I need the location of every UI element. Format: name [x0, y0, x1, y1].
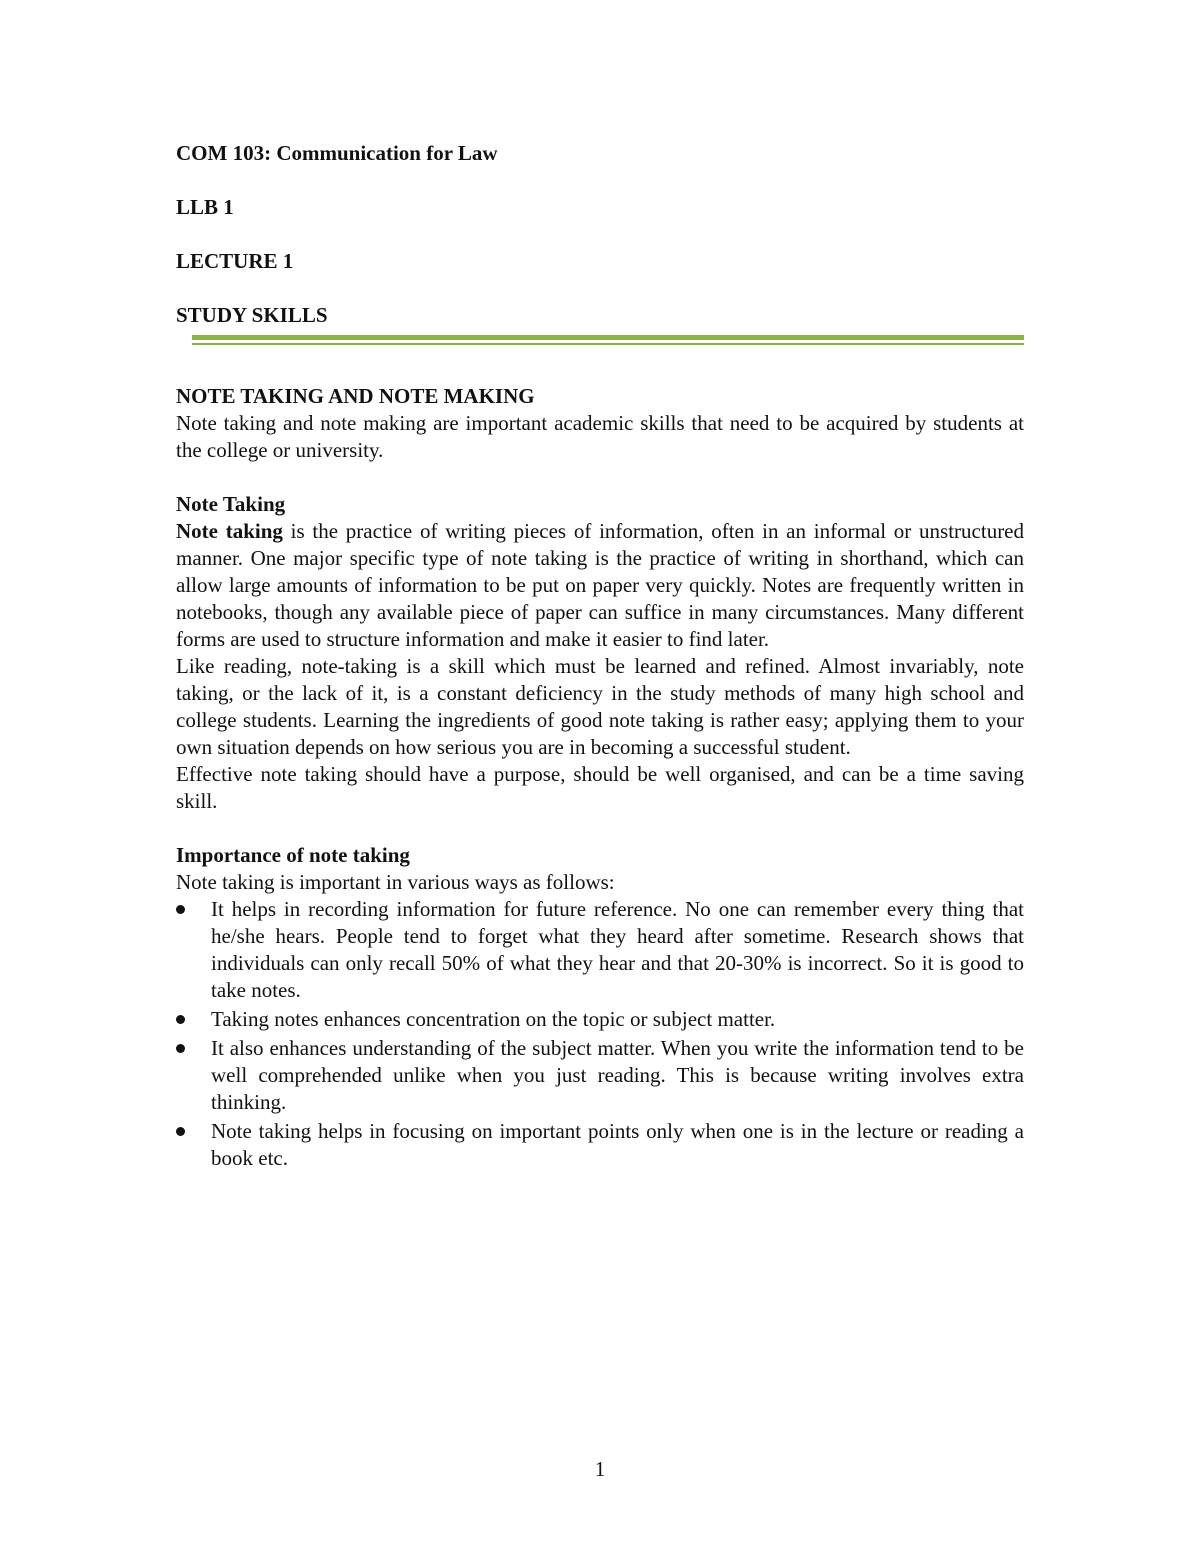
programme-label: LLB 1: [176, 195, 234, 219]
list-item: [176, 896, 1024, 1004]
bullet-icon: [176, 1015, 185, 1024]
note-taking-term: Note taking: [176, 519, 283, 543]
bullet-icon: [176, 1044, 185, 1053]
list-item: [176, 1118, 1024, 1172]
importance-intro: Note taking is important in various ways as follows:: [176, 870, 615, 894]
list-item-text: It also enhances understanding of the subject matter. When you write the information tend to be well comprehended unlike when you just reading. This is because writing involves extra thinking.: [211, 1036, 1024, 1114]
bullet-icon: [176, 1127, 185, 1136]
course-title: COM 103: Communication for Law: [176, 141, 498, 165]
note-taking-paragraph-3: Effective note taking should have a purpose, should be well organised, and can be a time saving skill.: [176, 762, 1024, 813]
list-item-text: Taking notes enhances concentration on the topic or subject matter.: [211, 1007, 776, 1031]
note-taking-paragraph-1: [176, 518, 1024, 653]
title-rule-thick: [192, 335, 1024, 340]
list-item-text: Note taking helps in focusing on important points only when one is in the lecture or reading a book etc.: [211, 1119, 1024, 1170]
importance-list: [176, 896, 1024, 1172]
note-taking-paragraph-2: Like reading, note-taking is a skill which must be learned and refined. Almost invariably, note taking, or the lack of it, is a constant deficiency in the study methods of many high school and college students. Learning the ingredients of good note taking is rather easy; applying them to your own situation depends on how serious you are in becoming a successful student.: [176, 654, 1024, 759]
list-item: [176, 1006, 1024, 1033]
importance-heading: Importance of note taking: [176, 843, 410, 867]
lecture-label: LECTURE 1: [176, 249, 294, 273]
section-title: NOTE TAKING AND NOTE MAKING: [176, 384, 535, 408]
note-taking-definition: is the practice of writing pieces of information, often in an informal or unstructured manner. One major specific type of note taking is the practice of writing in shorthand, which can allow large amounts of information to be put on paper very quickly. Notes are frequently written in notebooks, though any available piece of paper can suffice in many circumstances. Many different forms are used to structure information and make it easier to find later.: [176, 519, 1025, 651]
title-rule: [192, 335, 1024, 347]
note-taking-heading: Note Taking: [176, 492, 286, 516]
section-intro: Note taking and note making are important academic skills that need to be acquired by students at the college or university.: [176, 411, 1024, 462]
title-rule-thin: [192, 343, 1024, 345]
page-number: 1: [594, 1457, 606, 1481]
unit-title: STUDY SKILLS: [176, 303, 328, 327]
bullet-icon: [176, 905, 185, 914]
list-item-text: It helps in recording information for future reference. No one can remember every thing that he/she hears. People tend to forget what they heard after sometime. Research shows that individuals can only recall 50% of what they hear and that 20-30% is incorrect. So it is good to take notes.: [211, 897, 1024, 1002]
list-item: [176, 1035, 1024, 1116]
page-content: [176, 140, 1024, 1174]
